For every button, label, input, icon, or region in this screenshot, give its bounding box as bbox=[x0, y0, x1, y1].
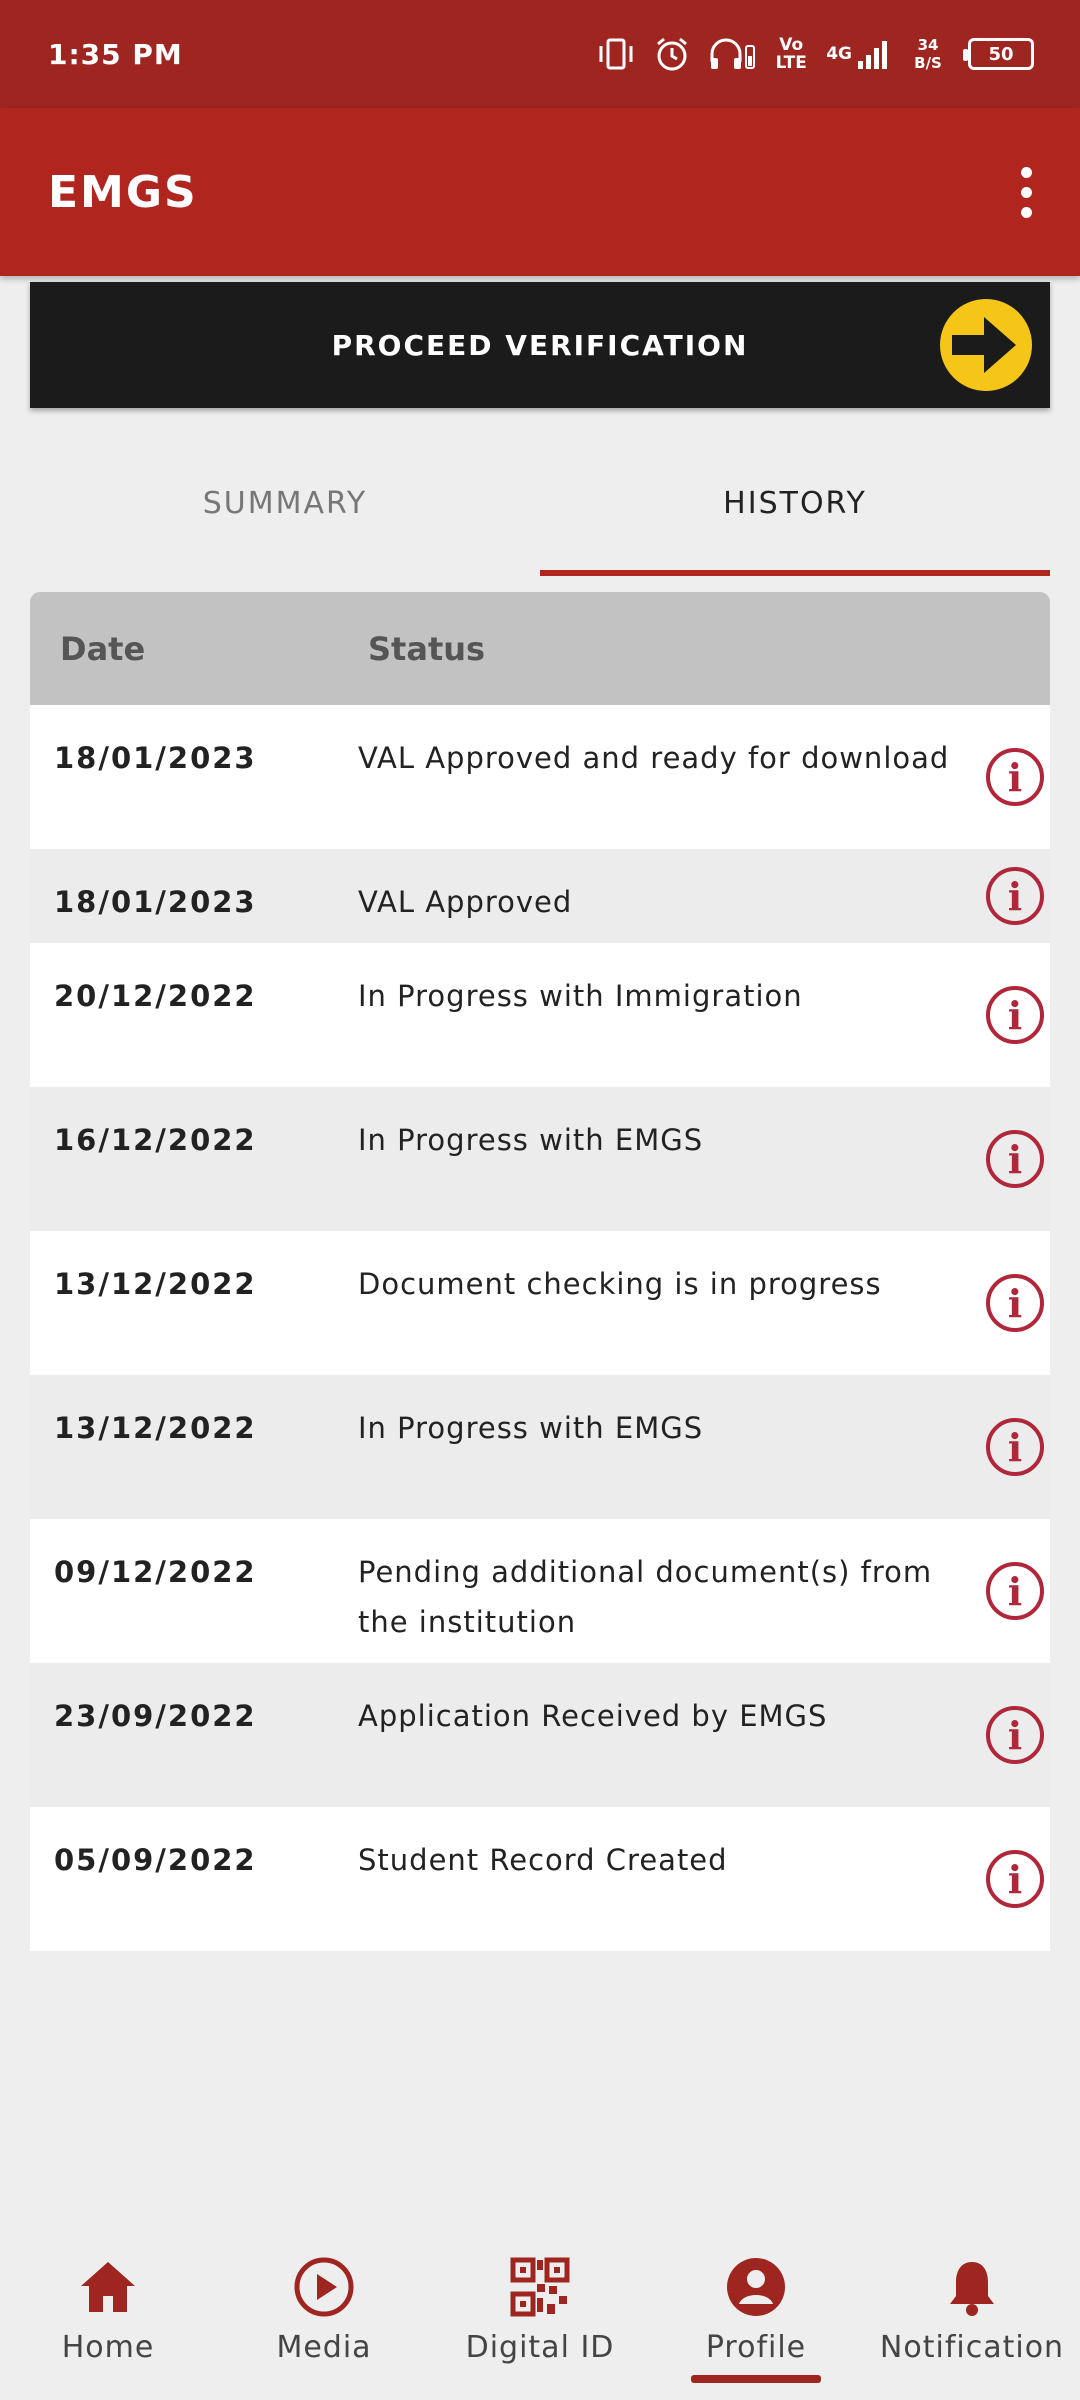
table-row bbox=[30, 849, 1050, 943]
nav-profile[interactable] bbox=[656, 2256, 856, 2365]
network-type-label: 4G bbox=[826, 44, 852, 64]
table-row bbox=[30, 1087, 1050, 1231]
nav-media-label: Media bbox=[276, 2330, 372, 2365]
qr-code-icon bbox=[509, 2256, 571, 2318]
row-date: 20/12/2022 bbox=[54, 979, 257, 1013]
row-date: 13/12/2022 bbox=[54, 1411, 257, 1445]
tab-summary[interactable] bbox=[30, 430, 540, 576]
bottom-navigation bbox=[0, 2220, 1080, 2400]
table-row bbox=[30, 1519, 1050, 1663]
row-status: In Progress with EMGS bbox=[358, 1411, 704, 1445]
proceed-verification-button[interactable] bbox=[30, 282, 1050, 408]
battery-icon bbox=[968, 38, 1034, 70]
profile-icon bbox=[725, 2256, 787, 2318]
status-time: 1:35 PM bbox=[48, 37, 183, 71]
table-row bbox=[30, 1375, 1050, 1519]
nav-digital-id-label: Digital ID bbox=[465, 2330, 615, 2365]
battery-level: 50 bbox=[988, 43, 1014, 65]
column-header-date: Date bbox=[60, 629, 146, 668]
tab-summary-label: SUMMARY bbox=[202, 485, 368, 521]
info-icon[interactable]: i bbox=[986, 1418, 1044, 1476]
info-icon[interactable]: i bbox=[986, 748, 1044, 806]
info-icon[interactable]: i bbox=[986, 986, 1044, 1044]
app-bar bbox=[0, 108, 1080, 276]
play-icon bbox=[293, 2256, 355, 2318]
row-date: 18/01/2023 bbox=[54, 741, 257, 775]
row-status: In Progress with Immigration bbox=[358, 979, 803, 1013]
nav-home[interactable] bbox=[8, 2256, 208, 2365]
history-table bbox=[30, 592, 1050, 1951]
table-row bbox=[30, 1231, 1050, 1375]
row-date: 23/09/2022 bbox=[54, 1699, 257, 1733]
nav-digital-id[interactable] bbox=[440, 2256, 640, 2365]
info-icon[interactable]: i bbox=[986, 1274, 1044, 1332]
info-icon[interactable]: i bbox=[986, 867, 1044, 925]
info-icon[interactable]: i bbox=[986, 1850, 1044, 1908]
network-speed: 34 B/S bbox=[914, 36, 942, 72]
nav-notification-label: Notification bbox=[879, 2330, 1065, 2365]
volte-label: Vo LTE bbox=[775, 35, 807, 73]
table-row bbox=[30, 1807, 1050, 1951]
proceed-verification-label: PROCEED VERIFICATION bbox=[331, 328, 749, 362]
info-icon[interactable]: i bbox=[986, 1562, 1044, 1620]
row-date: 05/09/2022 bbox=[54, 1843, 257, 1877]
status-icons bbox=[596, 36, 1034, 72]
row-date: 13/12/2022 bbox=[54, 1267, 257, 1301]
arrow-right-icon bbox=[938, 297, 1034, 393]
signal-icon bbox=[826, 39, 888, 69]
row-date: 18/01/2023 bbox=[54, 885, 257, 919]
tab-bar bbox=[30, 430, 1050, 576]
nav-notification[interactable] bbox=[872, 2256, 1072, 2365]
row-status: VAL Approved and ready for download bbox=[358, 741, 950, 775]
home-icon bbox=[77, 2256, 139, 2318]
bell-icon bbox=[941, 2256, 1003, 2318]
table-row bbox=[30, 705, 1050, 849]
table-row bbox=[30, 943, 1050, 1087]
overflow-menu-icon[interactable] bbox=[1009, 157, 1044, 228]
info-icon[interactable]: i bbox=[986, 1130, 1044, 1188]
table-row bbox=[30, 1663, 1050, 1807]
status-bar bbox=[0, 0, 1080, 108]
headphones-icon bbox=[708, 36, 756, 72]
app-title: EMGS bbox=[48, 166, 198, 218]
alarm-icon bbox=[654, 36, 690, 72]
vibrate-icon bbox=[596, 36, 636, 72]
row-status: Document checking is in progress bbox=[358, 1267, 882, 1301]
table-header bbox=[30, 592, 1050, 705]
row-date: 16/12/2022 bbox=[54, 1123, 257, 1157]
row-status: VAL Approved bbox=[358, 885, 573, 919]
row-date: 09/12/2022 bbox=[54, 1555, 257, 1589]
tab-history-label: HISTORY bbox=[723, 485, 867, 521]
tab-history[interactable] bbox=[540, 430, 1050, 576]
info-icon[interactable]: i bbox=[986, 1706, 1044, 1764]
row-status: Application Received by EMGS bbox=[358, 1699, 828, 1733]
row-status: Student Record Created bbox=[358, 1843, 728, 1877]
nav-media[interactable] bbox=[224, 2256, 424, 2365]
row-status: Pending additional document(s) from the institution bbox=[358, 1555, 933, 1639]
row-status: In Progress with EMGS bbox=[358, 1123, 704, 1157]
nav-home-label: Home bbox=[61, 2330, 155, 2365]
nav-profile-label: Profile bbox=[705, 2330, 807, 2365]
column-header-status: Status bbox=[368, 629, 486, 668]
